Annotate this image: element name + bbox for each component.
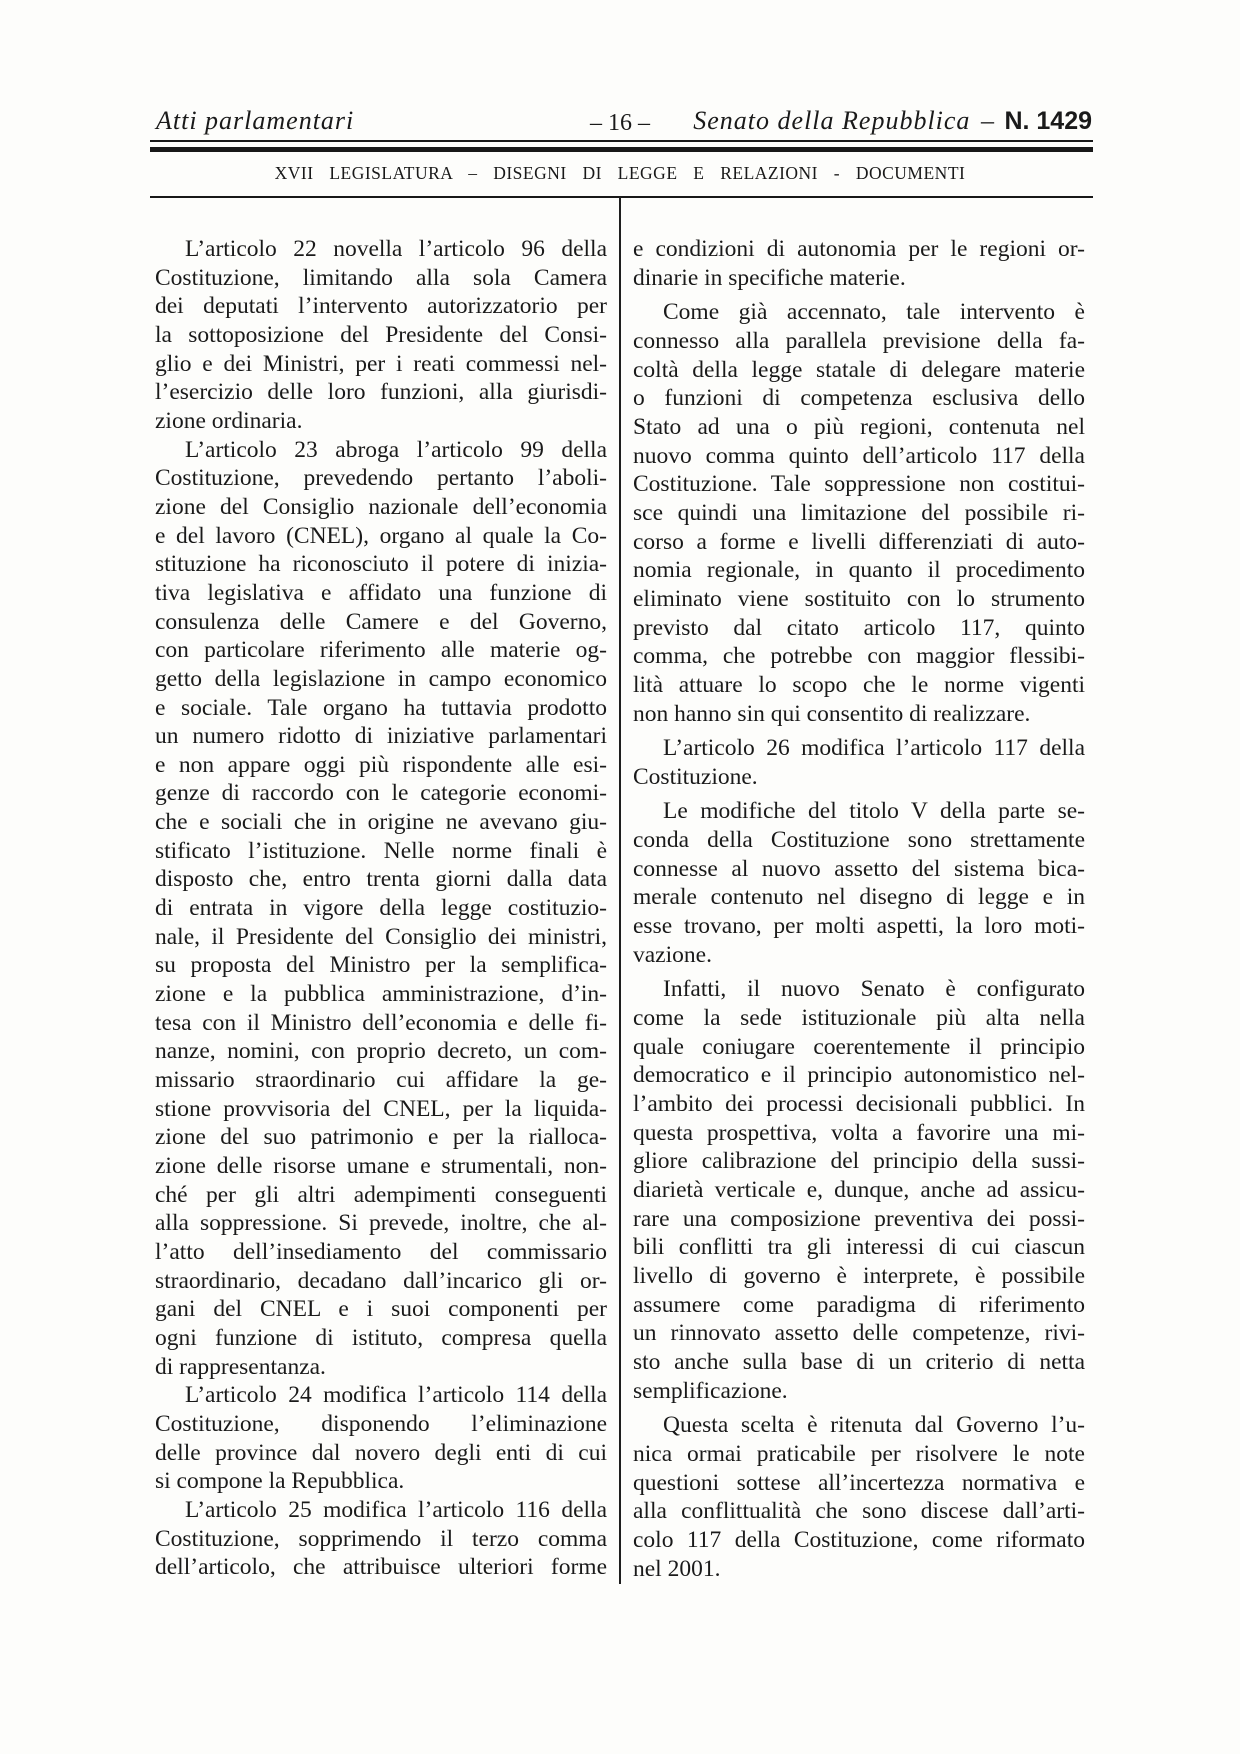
text-line: ogni funzione di istituto, compresa quella xyxy=(155,1324,607,1351)
header-rule-thick xyxy=(150,147,1093,152)
column-divider xyxy=(619,197,621,1584)
text-line: e del lavoro (CNEL), organo al quale la Co- xyxy=(155,522,607,549)
paragraph xyxy=(633,235,1085,292)
running-head-right-title: Senato della Repubblica xyxy=(693,106,971,135)
paragraph xyxy=(155,235,607,436)
page-number: – 16 – xyxy=(590,110,650,136)
text-line: semplificazione. xyxy=(633,1377,788,1404)
text-line: nuovo comma quinto dell’articolo 117 della xyxy=(633,442,1085,469)
text-line: Questa scelta è ritenuta dal Governo l’u- xyxy=(663,1412,1085,1439)
text-line: alla conflittualità che sono discese dall’arti- xyxy=(633,1498,1085,1525)
text-line: Stato ad una o più regioni, contenuta nel xyxy=(633,413,1085,440)
text-line: stione provvisoria del CNEL, per la liquida- xyxy=(155,1095,607,1122)
text-line: nanze, nomini, con proprio decreto, un com- xyxy=(155,1038,607,1065)
text-line: non hanno sin qui consentito di realizzare. xyxy=(633,700,1031,727)
text-line: connesse al nuovo assetto del sistema bica- xyxy=(633,855,1085,882)
text-line: Costituzione, prevedendo pertanto l’aboli- xyxy=(155,465,607,492)
paragraph xyxy=(633,1411,1085,1583)
text-line: Le modifiche del titolo V della parte se- xyxy=(663,798,1085,825)
text-line: conda della Costituzione sono strettamente xyxy=(633,827,1085,854)
text-line: un numero ridotto di iniziative parlamentari xyxy=(155,723,607,750)
text-line: e sociale. Tale organo ha tuttavia prodotto xyxy=(155,694,607,721)
text-line: alla soppressione. Si prevede, inoltre, che al- xyxy=(155,1210,607,1237)
paragraph xyxy=(155,436,607,1382)
text-line: genze di raccordo con le categorie economi- xyxy=(155,780,607,807)
text-line: Costituzione, limitando alla sola Camera xyxy=(155,264,607,291)
text-line: la sottoposizione del Presidente del Consi- xyxy=(155,321,607,348)
text-line: ché per gli altri adempimenti conseguenti xyxy=(155,1181,607,1208)
text-line: Costituzione, disponendo l’eliminazione xyxy=(155,1410,607,1437)
text-line: gliore calibrazione del principio della sussi- xyxy=(633,1148,1085,1175)
running-head-dash: – xyxy=(980,106,994,135)
text-line: un rinnovato assetto delle competenze, rivi- xyxy=(633,1320,1085,1347)
text-line: Costituzione. Tale soppressione non costitui- xyxy=(633,471,1085,498)
text-line: Costituzione, sopprimendo il terzo comma xyxy=(155,1525,607,1552)
text-line: esse trovano, per molti aspetti, la loro moti- xyxy=(633,913,1085,940)
text-line: Infatti, il nuovo Senato è configurato xyxy=(663,976,1085,1003)
text-line: dei deputati l’intervento autorizzatorio per xyxy=(155,293,607,320)
text-line: nomia regionale, in quanto il procedimento xyxy=(633,557,1085,584)
paragraph xyxy=(633,298,1085,728)
text-line: sto anche sulla base di un criterio di netta xyxy=(633,1348,1085,1375)
text-line: zione del Consiglio nazionale dell’economia xyxy=(155,493,607,520)
text-line: lità attuare lo scopo che le norme vigenti xyxy=(633,671,1085,698)
text-line: l’esercizio delle loro funzioni, alla giurisdi- xyxy=(155,379,607,406)
text-line: tiva legislativa e affidato una funzione di xyxy=(155,579,607,606)
paragraph xyxy=(155,1381,607,1496)
text-line: diarietà verticale e, dunque, anche ad assicu- xyxy=(633,1177,1085,1203)
text-line: stituzione ha riconosciuto il potere di inizia- xyxy=(155,551,607,578)
text-line: sce quindi una limitazione del possibile ri- xyxy=(633,499,1085,526)
text-line: tesa con il Ministro dell’economia e delle fi- xyxy=(155,1009,607,1036)
text-line: zione ordinaria. xyxy=(155,407,303,434)
text-line: su proposta del Ministro per la semplifica- xyxy=(155,952,607,979)
running-head-left: Atti parlamentari xyxy=(156,106,355,135)
text-line: gani del CNEL e i suoi componenti per xyxy=(155,1296,607,1323)
text-line: eliminato viene sostituito con lo strumento xyxy=(633,585,1085,612)
text-line: di entrata in vigore della legge costituzio- xyxy=(155,895,607,922)
text-line: stificato l’istituzione. Nelle norme finali è xyxy=(155,837,607,864)
text-line: vazione. xyxy=(633,941,712,968)
text-line: L’articolo 26 modifica l’articolo 117 della xyxy=(663,735,1085,762)
text-line: questa prospettiva, volta a favorire una mi- xyxy=(633,1119,1085,1146)
text-line: getto della legislazione in campo economico xyxy=(155,665,607,692)
text-line: rare una composizione preventiva dei possi- xyxy=(633,1205,1085,1232)
text-line: comma, che potrebbe con maggior flessibi- xyxy=(633,643,1085,670)
text-line: delle province dal novero degli enti di cui xyxy=(155,1439,607,1466)
text-line: L’articolo 23 abroga l’articolo 99 della xyxy=(185,436,607,463)
text-line: zione del suo patrimonio e per la rialloca- xyxy=(155,1124,607,1151)
text-line: o funzioni di competenza esclusiva dello xyxy=(633,385,1085,412)
paragraph xyxy=(633,734,1085,791)
text-line: zione delle risorse umane e strumentali, non- xyxy=(155,1153,607,1179)
text-line: zione e la pubblica amministrazione, d’in- xyxy=(155,981,607,1008)
text-line: nale, il Presidente del Consiglio dei ministri, xyxy=(155,923,607,950)
text-line: nel 2001. xyxy=(633,1555,721,1582)
header-rule-thin xyxy=(150,140,1093,142)
paragraph xyxy=(633,797,1085,969)
text-line: e condizioni di autonomia per le regioni or- xyxy=(633,236,1085,262)
text-line: Come già accennato, tale intervento è xyxy=(663,299,1085,326)
text-line: democratico e il principio autonomistico nel- xyxy=(633,1062,1085,1089)
running-head-right xyxy=(693,107,1092,135)
text-line: l’atto dell’insediamento del commissario xyxy=(155,1238,607,1265)
text-line: glio e dei Ministri, per i reati commessi nel- xyxy=(155,350,607,377)
text-line: bili conflitti tra gli interessi di cui ciascun xyxy=(633,1234,1085,1261)
text-line: consulenza delle Camere e del Governo, xyxy=(155,608,607,635)
text-line: si compone la Repubblica. xyxy=(155,1468,405,1495)
text-line: nica ormai praticabile per risolvere le note xyxy=(633,1440,1085,1467)
text-line: corso a forme e livelli differenziati di auto- xyxy=(633,528,1085,555)
text-line: previsto dal citato articolo 117, quinto xyxy=(633,614,1085,641)
text-line: questioni sottese all’incertezza normativa e xyxy=(633,1469,1085,1496)
left-column xyxy=(155,235,607,1582)
text-line: disposto che, entro trenta giorni dalla data xyxy=(155,866,607,893)
text-line: straordinario, decadano dall’incarico gli or- xyxy=(155,1267,607,1294)
right-column xyxy=(633,235,1085,1583)
text-line: merale contenuto nel disegno di legge e in xyxy=(633,884,1085,911)
text-line: coltà della legge statale di delegare materie xyxy=(633,356,1085,383)
text-line: livello di governo è interprete, è possibile xyxy=(633,1262,1085,1289)
text-line: e non appare oggi più rispondente alle esi- xyxy=(155,751,607,778)
text-line: come la sede istituzionale più alta nella xyxy=(633,1005,1085,1032)
text-line: L’articolo 22 novella l’articolo 96 della xyxy=(185,236,607,262)
text-line: colo 117 della Costituzione, come riformato xyxy=(633,1526,1085,1553)
paragraph xyxy=(633,975,1085,1405)
text-line: che e sociali che in origine ne avevano giu- xyxy=(155,809,607,836)
document-number: N. 1429 xyxy=(1004,107,1092,135)
text-line: l’ambito dei processi decisionali pubblici. In xyxy=(633,1091,1085,1118)
text-line: dinarie in specifiche materie. xyxy=(633,264,906,291)
text-line: dell’articolo, che attribuisce ulteriori forme xyxy=(155,1554,607,1581)
text-line: missario straordinario cui affidare la ge- xyxy=(155,1067,607,1094)
text-line: L’articolo 24 modifica l’articolo 114 della xyxy=(185,1382,607,1409)
text-line: con particolare riferimento alle materie og- xyxy=(155,637,607,664)
legislature-subtitle: XVII LEGISLATURA – DISEGNI DI LEGGE E RELAZIONI - DOCUMENTI xyxy=(274,163,966,183)
text-line: assumere come paradigma di riferimento xyxy=(633,1291,1085,1318)
paragraph xyxy=(155,1496,607,1582)
text-line: quale coniugare coerentemente il principio xyxy=(633,1033,1085,1060)
text-line: di rappresentanza. xyxy=(155,1353,326,1380)
text-line: Costituzione. xyxy=(633,763,758,790)
text-line: L’articolo 25 modifica l’articolo 116 della xyxy=(185,1496,607,1523)
text-line: connesso alla parallela previsione della fa- xyxy=(633,327,1085,354)
subtitle-rule xyxy=(150,196,1093,198)
